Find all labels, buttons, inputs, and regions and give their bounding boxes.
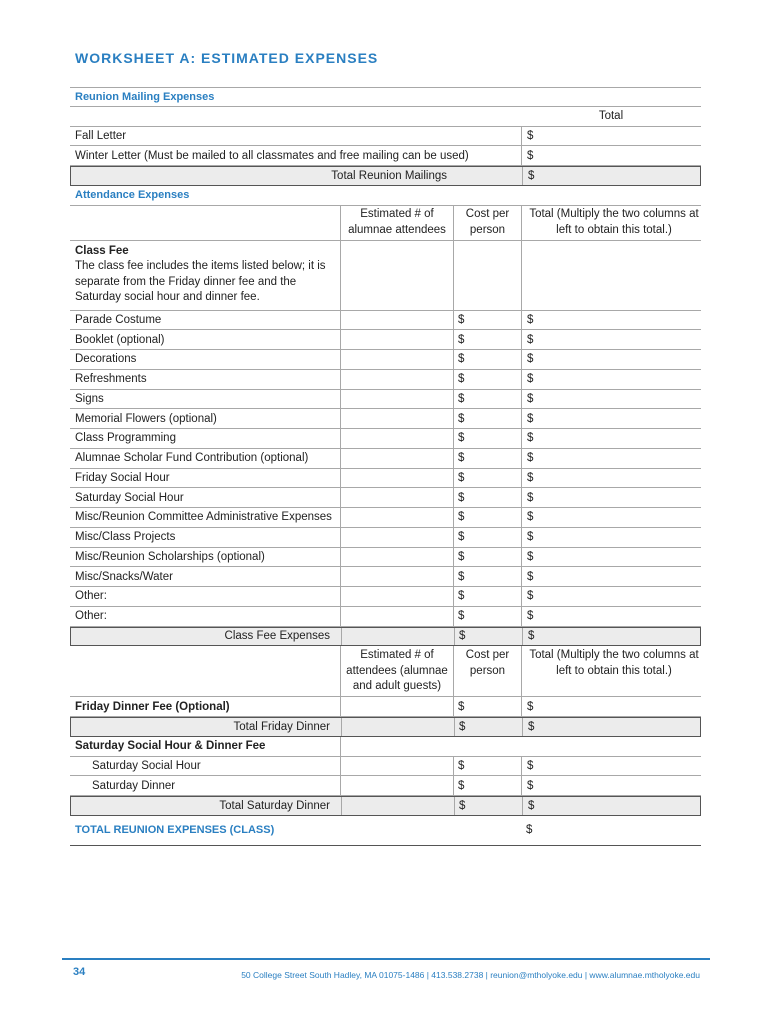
mailing-summary-row (70, 166, 701, 186)
saturday-summary-label: Total Saturday Dinner (219, 799, 330, 812)
class-fee-description-row (70, 241, 701, 311)
saturday-summary-row (70, 796, 701, 816)
class-fee-item-row (70, 390, 701, 410)
friday-summary-est (341, 718, 454, 736)
class-fee-item-total-field[interactable]: $ (521, 567, 701, 586)
class-fee-item-total-field[interactable]: $ (521, 528, 701, 547)
class-fee-item-est-field[interactable] (340, 449, 453, 468)
class-fee-item-row (70, 488, 701, 508)
class-fee-item-est-field[interactable] (340, 567, 453, 586)
saturday-item-label: Saturday Social Hour (92, 759, 201, 772)
class-fee-item-cost-field[interactable]: $ (453, 370, 521, 389)
saturday-item-est-field[interactable] (340, 776, 453, 795)
mailing-row-total-field[interactable]: $ (521, 127, 701, 146)
class-fee-item-label: Misc/Class Projects (75, 531, 176, 544)
col-cost-per-person: Cost per person (453, 206, 521, 240)
class-fee-item-row (70, 567, 701, 587)
class-fee-item-label: Signs (75, 392, 104, 405)
class-fee-item-cost-field[interactable]: $ (453, 390, 521, 409)
class-fee-item-total-field[interactable]: $ (521, 488, 701, 507)
class-fee-item-row (70, 449, 701, 469)
class-fee-item-label: Misc/Reunion Committee Administrative Expenses (75, 511, 332, 524)
class-fee-item-label: Other: (75, 590, 107, 603)
attendance-header-row (70, 206, 701, 241)
class-fee-item-label: Saturday Social Hour (75, 491, 184, 504)
class-fee-item-cost-field[interactable]: $ (453, 409, 521, 428)
blank-est-cell (340, 241, 453, 310)
class-fee-item-total-field[interactable]: $ (521, 469, 701, 488)
blank-total-cell (521, 241, 701, 310)
mailing-total-header: Total (598, 110, 624, 123)
class-fee-item-cost-field[interactable]: $ (453, 528, 521, 547)
mailing-section-heading-row (70, 87, 701, 107)
friday-dinner-est-field[interactable] (340, 697, 453, 716)
friday-summary-row (70, 717, 701, 737)
col-estimated-attendees-guests: Estimated # of attendees (alumnae and adult guests) (340, 646, 453, 696)
class-fee-item-row (70, 508, 701, 528)
class-fee-item-total-field[interactable]: $ (521, 390, 701, 409)
mailing-header-row (70, 107, 701, 127)
class-fee-item-row (70, 350, 701, 370)
class-fee-item-cost-field[interactable]: $ (453, 488, 521, 507)
class-fee-item-est-field[interactable] (340, 409, 453, 428)
class-fee-item-total-field[interactable]: $ (521, 508, 701, 527)
attendance-section-heading-row (70, 186, 701, 206)
class-fee-item-cost-field[interactable]: $ (453, 548, 521, 567)
saturday-summary-total[interactable]: $ (522, 797, 702, 815)
class-fee-item-row (70, 311, 701, 331)
class-fee-item-row (70, 370, 701, 390)
col-cost-per-person: Cost per person (453, 646, 521, 696)
mailing-row-label: Winter Letter (Must be mailed to all classmates and free mailing can be used) (75, 149, 469, 162)
class-fee-item-est-field[interactable] (340, 390, 453, 409)
class-fee-item-cost-field[interactable]: $ (453, 607, 521, 626)
class-fee-item-row (70, 528, 701, 548)
saturday-item-cost-field[interactable]: $ (453, 757, 521, 776)
friday-summary-label: Total Friday Dinner (233, 720, 330, 733)
class-fee-item-total-field[interactable]: $ (521, 350, 701, 369)
friday-dinner-cost-field[interactable]: $ (453, 697, 521, 716)
class-fee-item-label: Memorial Flowers (optional) (75, 412, 217, 425)
friday-dinner-label: Friday Dinner Fee (Optional) (75, 700, 230, 713)
class-fee-item-row (70, 429, 701, 449)
class-fee-description (75, 241, 337, 310)
class-fee-desc: The class fee includes the items listed below; it is separate from the Friday dinner fee and the Saturday social hour and dinner fee. (75, 260, 326, 303)
saturday-item-cost-field[interactable]: $ (453, 776, 521, 795)
friday-summary-total[interactable]: $ (522, 718, 702, 736)
class-fee-item-row (70, 587, 701, 607)
footer-contact: 50 College Street South Hadley, MA 01075-1486 | 413.538.2738 | reunion@mtholyoke.edu | www.alumnae.mtholyoke.edu (241, 970, 700, 980)
class-fee-item-label: Other: (75, 610, 107, 623)
saturday-item-total-field[interactable]: $ (521, 776, 701, 795)
class-fee-item-total-field[interactable]: $ (521, 311, 701, 330)
blank-est-cell (340, 737, 453, 756)
saturday-item-total-field[interactable]: $ (521, 757, 701, 776)
class-fee-summary-row (70, 627, 701, 647)
class-fee-items (70, 311, 701, 627)
class-fee-item-row (70, 409, 701, 429)
class-fee-item-cost-field[interactable]: $ (453, 429, 521, 448)
class-fee-item-row (70, 548, 701, 568)
expense-worksheet-table (70, 87, 701, 846)
class-fee-item-cost-field[interactable]: $ (453, 330, 521, 349)
class-fee-item-est-field[interactable] (340, 607, 453, 626)
class-fee-item-label: Alumnae Scholar Fund Contribution (optional) (75, 452, 309, 465)
saturday-summary-est (341, 797, 454, 815)
class-fee-item-est-field[interactable] (340, 429, 453, 448)
saturday-summary-cost[interactable]: $ (454, 797, 522, 815)
class-fee-item-row (70, 330, 701, 350)
dinner-header-row (70, 646, 701, 697)
class-fee-item-label: Misc/Reunion Scholarships (optional) (75, 550, 265, 563)
class-fee-item-est-field[interactable] (340, 488, 453, 507)
class-fee-item-est-field[interactable] (340, 548, 453, 567)
class-fee-summary-est (341, 628, 454, 646)
saturday-heading-row (70, 737, 701, 757)
friday-summary-cost[interactable]: $ (454, 718, 522, 736)
class-fee-item-cost-field[interactable]: $ (453, 567, 521, 586)
class-fee-item-est-field[interactable] (340, 370, 453, 389)
class-fee-item-label: Parade Costume (75, 313, 162, 326)
class-fee-item-label: Friday Social Hour (75, 471, 170, 484)
class-fee-item-est-field[interactable] (340, 528, 453, 547)
attendance-section-heading: Attendance Expenses (75, 189, 190, 202)
class-fee-item-label: Booklet (optional) (75, 333, 165, 346)
mailing-summary-label: Total Reunion Mailings (331, 169, 447, 182)
class-fee-item-total-field[interactable]: $ (521, 330, 701, 349)
friday-dinner-row (70, 697, 701, 717)
class-fee-item-cost-field[interactable]: $ (453, 350, 521, 369)
class-fee-item-cost-field[interactable]: $ (453, 469, 521, 488)
class-fee-item-total-field[interactable]: $ (521, 607, 701, 626)
class-fee-item-row (70, 607, 701, 627)
class-fee-item-total-field[interactable]: $ (521, 449, 701, 468)
class-fee-item-label: Class Programming (75, 432, 176, 445)
footer-divider (62, 958, 710, 960)
blank-cost-cell (453, 241, 521, 310)
mailing-row-label: Fall Letter (75, 129, 127, 142)
grand-total-field[interactable]: $ (526, 824, 533, 837)
mailing-section-heading: Reunion Mailing Expenses (75, 90, 215, 103)
mailing-row (70, 146, 701, 166)
class-fee-item-est-field[interactable] (340, 311, 453, 330)
class-fee-item-est-field[interactable] (340, 587, 453, 606)
saturday-heading: Saturday Social Hour & Dinner Fee (75, 740, 266, 753)
class-fee-item-label: Misc/Snacks/Water (75, 570, 173, 583)
class-fee-item-label: Decorations (75, 353, 137, 366)
saturday-item-label: Saturday Dinner (92, 779, 176, 792)
grand-total-row (70, 816, 701, 846)
class-fee-item-total-field[interactable]: $ (521, 409, 701, 428)
class-fee-item-est-field[interactable] (340, 508, 453, 527)
class-fee-title: Class Fee (75, 244, 129, 257)
saturday-item-row (70, 757, 701, 777)
col-total: Total (Multiply the two columns at left to obtain this total.) (521, 646, 701, 696)
class-fee-item-total-field[interactable]: $ (521, 587, 701, 606)
class-fee-item-cost-field[interactable]: $ (453, 449, 521, 468)
friday-dinner-total-field[interactable]: $ (521, 697, 701, 716)
class-fee-item-total-field[interactable]: $ (521, 548, 701, 567)
class-fee-item-row (70, 469, 701, 489)
grand-total-label: TOTAL REUNION EXPENSES (CLASS) (75, 824, 275, 837)
class-fee-item-cost-field[interactable]: $ (453, 311, 521, 330)
class-fee-item-label: Refreshments (75, 373, 147, 386)
col-total: Total (Multiply the two columns at left to obtain this total.) (521, 206, 701, 240)
mailing-row-total-field[interactable]: $ (521, 146, 701, 165)
class-fee-item-total-field[interactable]: $ (521, 429, 701, 448)
mailing-row (70, 127, 701, 147)
saturday-item-row (70, 776, 701, 796)
page-title: WORKSHEET A: ESTIMATED EXPENSES (75, 50, 379, 66)
class-fee-item-total-field[interactable]: $ (521, 370, 701, 389)
class-fee-item-est-field[interactable] (340, 469, 453, 488)
class-fee-item-cost-field[interactable]: $ (453, 508, 521, 527)
class-fee-item-est-field[interactable] (340, 350, 453, 369)
class-fee-item-est-field[interactable] (340, 330, 453, 349)
saturday-item-est-field[interactable] (340, 757, 453, 776)
class-fee-summary-total[interactable]: $ (522, 628, 702, 646)
col-estimated-attendees: Estimated # of alumnae attendees (340, 206, 453, 240)
mailing-summary-total-field[interactable]: $ (522, 167, 702, 185)
class-fee-summary-label: Class Fee Expenses (224, 630, 330, 643)
page-number: 34 (73, 966, 86, 978)
class-fee-summary-cost[interactable]: $ (454, 628, 522, 646)
class-fee-item-cost-field[interactable]: $ (453, 587, 521, 606)
